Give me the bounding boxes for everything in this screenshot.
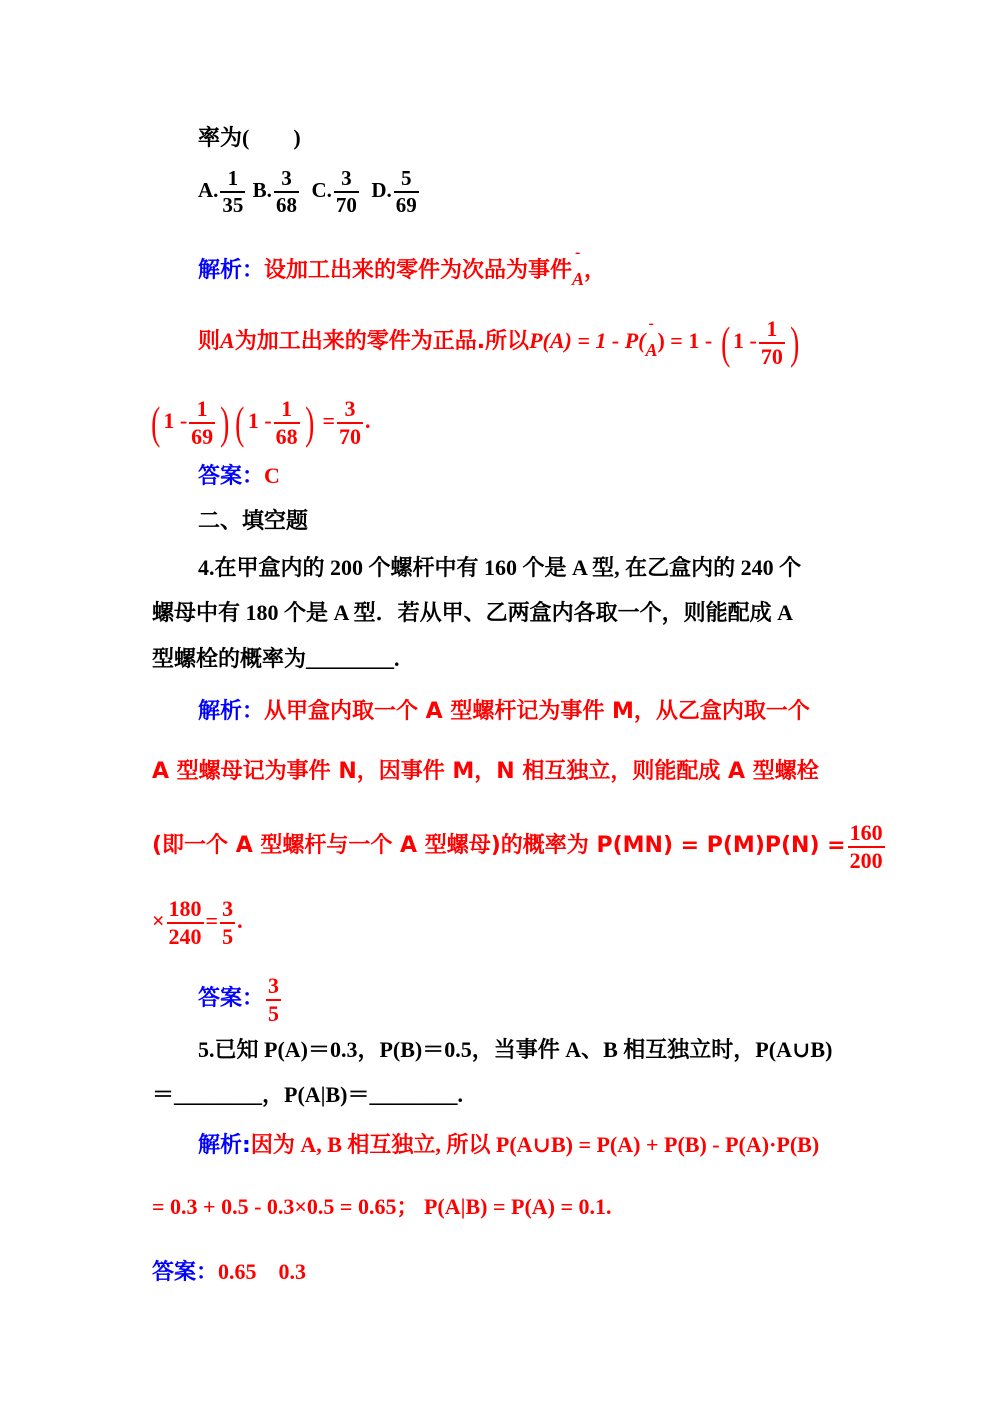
section-heading: 二、填空题: [198, 509, 309, 534]
option-a: A. $\frac{1}{35}$: [198, 166, 244, 217]
option-d: D. $\frac{5}{69}$: [371, 166, 417, 217]
question-4-line-2: 螺母中有 180 个是 A 型．若从甲、乙两盒内各取一个，则能配成 A: [152, 600, 794, 625]
question-3-analysis-line-2: 则A为加工出来的零件为正品.所以P(A) = 1 - P(- A) = 1 - ( 1 - $\frac{1}{70}$ ): [198, 318, 802, 368]
question-5-line-2: ＝________，P(A|B)＝________.: [152, 1082, 463, 1107]
question-3-analysis-line-3: ( 1 - $\frac{1}{69}$ ) ( 1 - $\frac{1}{68}$ ) = $\frac{3}{70}$ .: [151, 396, 371, 449]
question-3-analysis-line-1: 解析：设加工出来的零件为次品为事件- A，: [198, 256, 606, 285]
question-4-line-3: 型螺栓的概率为________.: [152, 646, 400, 671]
answer-value: C: [264, 463, 280, 488]
question-3-answer: [198, 462, 280, 491]
analysis-label: 解析：: [198, 699, 265, 724]
question-4-analysis-line-1: 解析：从甲盒内取一个 A 型螺杆记为事件 M，从乙盒内取一个: [198, 699, 810, 724]
question-5-analysis-line-2: = 0.3 + 0.5 - 0.3×0.5 = 0.65； P(A|B) = P(A) = 0.1.: [152, 1194, 612, 1219]
question-3-options: [198, 168, 421, 216]
answer-label: 答案：: [198, 464, 265, 489]
complement-a-symbol: - A: [572, 265, 584, 293]
question-3-tail: 率为( ): [198, 125, 301, 150]
answer-value: $\frac{3}{5}$: [268, 973, 280, 1026]
question-4-analysis-line-3: (即一个 A 型螺杆与一个 A 型螺母)的概率为 P(MN) = P(M)P(N) = $\frac{160}{200}$: [152, 820, 883, 873]
analysis-label: 解析：: [198, 258, 265, 283]
answer-value: 0.65 0.3: [218, 1259, 307, 1284]
question-4-analysis-line-2: A 型螺母记为事件 N，因事件 M，N 相互独立，则能配成 A 型螺栓: [152, 759, 819, 784]
question-5-answer: [152, 1258, 306, 1287]
question-5-line-1: 5.已知 P(A)＝0.3，P(B)＝0.5，当事件 A、B 相互独立时，P(A∪B): [198, 1037, 833, 1062]
question-4-analysis-line-4: × $\frac{180}{240}$ = $\frac{3}{5}$ .: [152, 896, 243, 949]
option-b: B. $\frac{3}{68}$: [252, 166, 297, 217]
analysis-label: 解析:: [198, 1133, 251, 1158]
question-4-line-1: 4.在甲盒内的 200 个螺杆中有 160 个是 A 型, 在乙盒内的 240 个: [198, 555, 802, 580]
answer-label: 答案：: [152, 1260, 219, 1285]
question-4-answer: [198, 975, 283, 1025]
question-5-analysis-line-1: 解析:因为 A, B 相互独立, 所以 P(A∪B) = P(A) + P(B) - P(A)·P(B): [198, 1132, 820, 1158]
answer-label: 答案：: [198, 986, 265, 1012]
option-c: C. $\frac{3}{70}$: [311, 166, 357, 217]
complement-a-symbol: - A: [645, 336, 657, 364]
